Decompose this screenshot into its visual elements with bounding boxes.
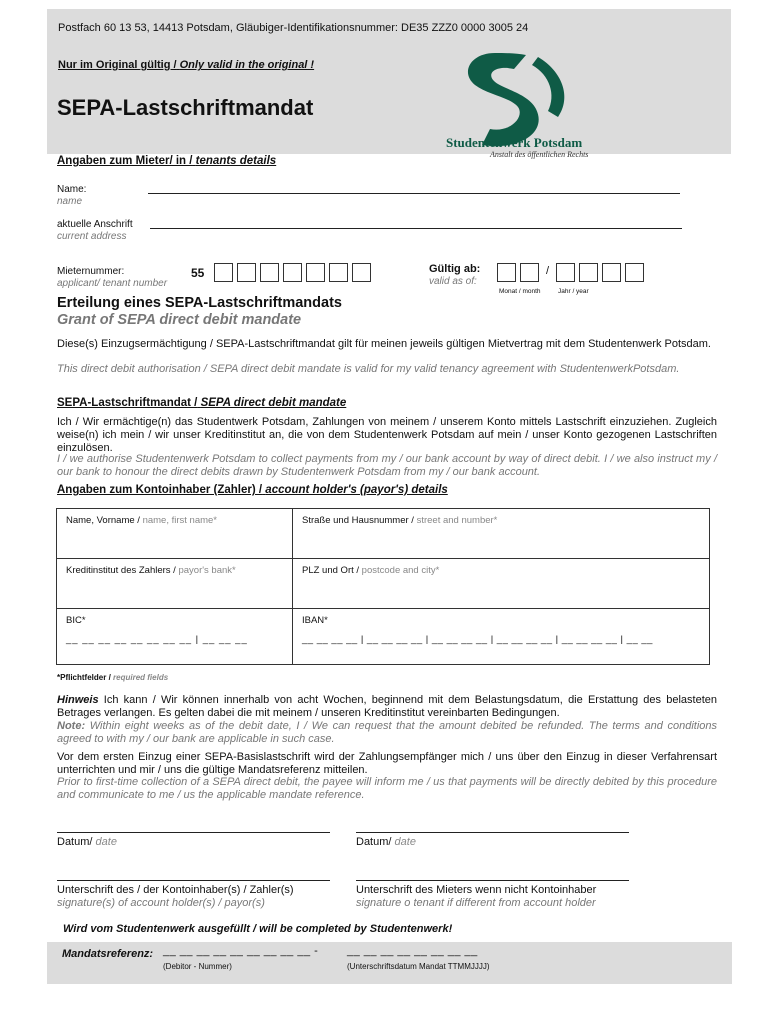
svg-text:Studentenwerk Potsdam: Studentenwerk Potsdam bbox=[446, 135, 583, 150]
internal-use-note: Wird vom Studentenwerk ausgefüllt / will be completed by Studentenwerk! bbox=[63, 923, 453, 935]
valid-year-digit[interactable] bbox=[625, 263, 644, 282]
name-sublabel: name bbox=[57, 196, 83, 207]
tenant-number-digit[interactable] bbox=[306, 263, 325, 282]
prior-text-de: Vor dem ersten Einzug einer SEPA-Basislastschrift wird der Zahlungsempfänger mich / uns über den Einzug in dieser Verfahrensart unterrichten und mir / uns die gültige Mandatsreferenz mitteilen. bbox=[57, 751, 717, 776]
mandate-reference-label: Mandatsreferenz: bbox=[62, 948, 154, 960]
iban-label: IBAN* bbox=[302, 615, 328, 626]
address-field[interactable] bbox=[150, 228, 682, 229]
mandate-text-de: Ich / Wir ermächtige(n) das Studentwerk Potsdam, Zahlungen von meinem / unserem Konto mittels Lastschrift einzuziehen. Zugleich weise(n) ich mein / wir unser Kreditinstitut an, die von dem Studentenwerk Potsdam auf mein / unser Konto gezogenen Lastschriften einzulösen. bbox=[57, 416, 717, 454]
month-caption: Monat / month bbox=[499, 288, 541, 295]
account-name-cell[interactable]: Name, Vorname / name, first name* bbox=[57, 509, 293, 559]
iban-blanks: __ __ __ __ | __ __ __ __ | __ __ __ __ | __ __ __ __ | __ __ __ __ | __ __ bbox=[302, 634, 653, 645]
mandate-date-caption: (Unterschriftsdatum Mandat TTMMJJJJ) bbox=[347, 962, 490, 971]
studentenwerk-logo bbox=[440, 45, 620, 165]
svg-text:Anstalt des öffentlichen Recht: Anstalt des öffentlichen Rechts bbox=[490, 150, 589, 159]
bic-blanks: __ __ __ __ __ __ __ __ | __ __ __ bbox=[66, 634, 248, 645]
grant-title-en: Grant of SEPA direct debit mandate bbox=[57, 312, 302, 328]
tenant-number-digit[interactable] bbox=[329, 263, 348, 282]
tenant-number-label: Mieternummer: bbox=[57, 266, 125, 277]
address-sublabel: current address bbox=[57, 231, 127, 242]
valid-year-digit[interactable] bbox=[579, 263, 598, 282]
name-label: Name: bbox=[57, 184, 87, 195]
valid-date-separator: / bbox=[546, 265, 550, 277]
required-note: *Pflichtfelder / required fields bbox=[57, 673, 169, 682]
hint-text-de: Hinweis Ich kann / Wir können innerhalb von acht Wochen, beginnend mit dem Belastungsdatum, die Erstattung des belasteten Betrages verlangen. Es gelten dabei die mit meinem / unseren Kreditinstitut vereinbarten Bedingungen. bbox=[57, 694, 717, 719]
original-notice: Nur im Original gültig / Only valid in the original ! bbox=[58, 59, 315, 71]
holder-signature-label-en: signature(s) of account holder(s) / payor(s) bbox=[57, 897, 265, 909]
tenant-signature-label-en: signature o tenant if different from account holder bbox=[356, 897, 596, 909]
valid-month-digit[interactable] bbox=[497, 263, 516, 282]
debtor-number-caption: (Debitor - Nummer) bbox=[163, 962, 232, 971]
grant-text-de: Diese(s) Einzugsermächtigung / SEPA-Lastschriftmandat gilt für meinen jeweils gültigen Mietvertrag mit dem Studentenwerk Potsdam. bbox=[57, 338, 711, 350]
tenant-signature-field[interactable] bbox=[356, 880, 629, 881]
debtor-number-field[interactable]: __ __ __ __ __ __ __ __ __ - bbox=[163, 945, 319, 957]
bic-cell[interactable] bbox=[57, 609, 293, 665]
valid-year-digit[interactable] bbox=[602, 263, 621, 282]
account-bank-cell[interactable]: Kreditinstitut des Zahlers / payor's bank* bbox=[57, 559, 293, 609]
year-caption: Jahr / year bbox=[558, 288, 589, 295]
mandate-date-field[interactable]: __ __ __ __ __ __ __ __ bbox=[347, 945, 478, 957]
bic-label: BIC* bbox=[66, 615, 86, 626]
holder-signature-field[interactable] bbox=[57, 880, 330, 881]
iban-cell[interactable] bbox=[293, 609, 710, 665]
name-field[interactable] bbox=[148, 193, 680, 194]
tenant-number-prefix: 55 bbox=[191, 266, 205, 280]
account-street-cell[interactable]: Straße und Hausnummer / street and number* bbox=[293, 509, 710, 559]
grant-text-en: This direct debit authorisation / SEPA direct debit mandate is valid for my valid tenancy agreement with StudentenwerkPotsdam. bbox=[57, 363, 680, 375]
tenant-details-heading: Angaben zum Mieter/ in / tenants details bbox=[57, 155, 277, 167]
tenant-date-label: Datum/ date bbox=[356, 836, 416, 848]
account-zip-cell[interactable]: PLZ und Ort / postcode and city* bbox=[293, 559, 710, 609]
mandate-heading: SEPA-Lastschriftmandat / SEPA direct debit mandate bbox=[57, 397, 347, 409]
page-title: SEPA-Lastschriftmandat bbox=[57, 95, 314, 120]
tenant-number-digit[interactable] bbox=[260, 263, 279, 282]
tenant-signature-label: Unterschrift des Mieters wenn nicht Kontoinhaber bbox=[356, 884, 597, 896]
valid-month-digit[interactable] bbox=[520, 263, 539, 282]
tenant-number-digit[interactable] bbox=[352, 263, 371, 282]
prior-text-en: Prior to first-time collection of a SEPA direct debit, the payee will inform me / us that payments will be directly debited by this procedure and communicate to me / us the applicable mandate reference. bbox=[57, 776, 717, 801]
mandate-text-en: I / we authorise Studentenwerk Potsdam to collect payments from my / our bank account by way of direct debit. I / we also instruct my / our bank to honour the direct debits drawn by Studentenwerk Potsdam from my / our bank account. bbox=[57, 453, 717, 478]
tenant-date-field[interactable] bbox=[356, 832, 629, 833]
holder-date-label: Datum/ date bbox=[57, 836, 117, 848]
tenant-number-digit[interactable] bbox=[237, 263, 256, 282]
tenant-number-sublabel: applicant/ tenant number bbox=[57, 278, 168, 289]
account-heading: Angaben zum Kontoinhaber (Zahler) / account holder's (payor's) details bbox=[57, 484, 448, 496]
holder-signature-label: Unterschrift des / der Kontoinhaber(s) / Zahler(s) bbox=[57, 884, 294, 896]
tenant-number-digit[interactable] bbox=[283, 263, 302, 282]
valid-from-label: Gültig ab: bbox=[429, 263, 481, 275]
grant-title: Erteilung eines SEPA-Lastschriftmandats bbox=[57, 295, 342, 311]
creditor-address: Postfach 60 13 53, 14413 Potsdam, Gläubiger-Identifikationsnummer: DE35 ZZZ0 0000 3005 24 bbox=[58, 22, 529, 34]
valid-year-digit[interactable] bbox=[556, 263, 575, 282]
valid-from-sublabel: valid as of: bbox=[429, 276, 477, 287]
holder-date-field[interactable] bbox=[57, 832, 330, 833]
address-label: aktuelle Anschrift bbox=[57, 219, 133, 230]
hint-text-en: Note: Within eight weeks as of the debit date, I / We can request that the amount debited be refunded. The terms and conditions agreed to with my / our bank are applicable in such case. bbox=[57, 720, 718, 745]
tenant-number-digit[interactable] bbox=[214, 263, 233, 282]
account-table bbox=[56, 508, 710, 665]
